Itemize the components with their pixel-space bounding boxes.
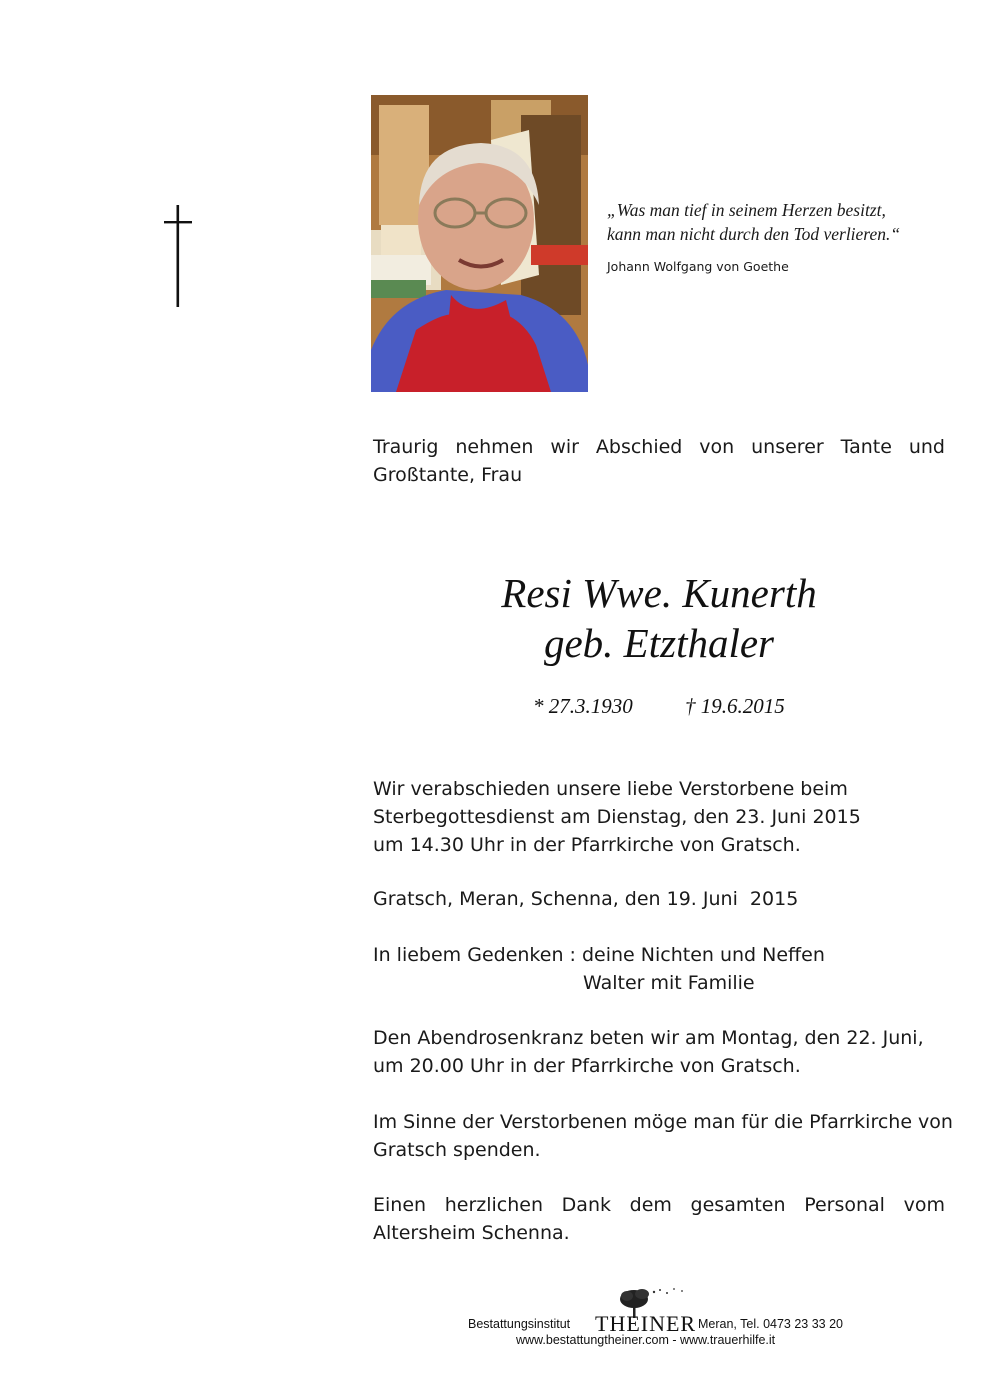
donation-line-1: Im Sinne der Verstorbenen möge man für die Pfarrkirche von	[373, 1111, 953, 1133]
rosary-line-1: Den Abendrosenkranz beten wir am Montag, den 22. Juni,	[373, 1027, 924, 1049]
quote-line-1: „Was man tief in seinem Herzen besitzt,	[607, 200, 886, 220]
place-date: Gratsch, Meran, Schenna, den 19. Juni 2015	[373, 888, 799, 910]
service-text	[373, 775, 945, 859]
quote-author: Johann Wolfgang von Goethe	[607, 259, 789, 274]
donation-line-2: Gratsch spenden.	[373, 1139, 541, 1161]
thanks-line-1: Einen herzlichen Dank dem gesamten Personal vom	[373, 1194, 945, 1216]
intro-line-1: Traurig nehmen wir Abschied von unserer Tante und	[373, 436, 945, 458]
service-line-1: Wir verabschieden unsere liebe Verstorbene beim	[373, 778, 848, 800]
thanks-text	[373, 1191, 945, 1247]
service-line-3: um 14.30 Uhr in der Pfarrkirche von Gratsch.	[373, 834, 801, 856]
mourners-text	[373, 941, 945, 997]
deceased-birth-name: geb. Etzthaler	[543, 620, 775, 666]
thanks-line-2: Altersheim Schenna.	[373, 1222, 570, 1244]
quote-line-2: kann man nicht durch den Tod verlieren.“	[607, 224, 901, 244]
rosary-line-2: um 20.00 Uhr in der Pfarrkirche von Gratsch.	[373, 1055, 801, 1077]
footer-prefix: Bestattungsinstitut	[468, 1317, 571, 1331]
mourners-line-1: In liebem Gedenken : deine Nichten und Neffen	[373, 944, 825, 966]
portrait-photo	[371, 95, 588, 392]
rosary-text	[373, 1024, 945, 1080]
firm-name: THEINER	[595, 1311, 697, 1336]
footer-contact: Meran, Tel. 0473 23 33 20	[698, 1317, 844, 1331]
death-date: † 19.6.2015	[685, 694, 785, 718]
intro-text	[373, 433, 945, 489]
donation-text	[373, 1108, 953, 1164]
footer-websites: www.bestattungtheiner.com - www.trauerhilfe.it	[516, 1333, 776, 1347]
goethe-quote	[607, 198, 947, 246]
birth-date: * 27.3.1930	[533, 694, 633, 718]
intro-line-2: Großtante, Frau	[373, 464, 523, 486]
service-line-2: Sterbegottesdienst am Dienstag, den 23. Juni 2015	[373, 806, 861, 828]
mourners-line-2: Walter mit Familie	[583, 972, 755, 994]
cross-icon	[164, 205, 192, 307]
deceased-name: Resi Wwe. Kunerth	[501, 570, 817, 616]
